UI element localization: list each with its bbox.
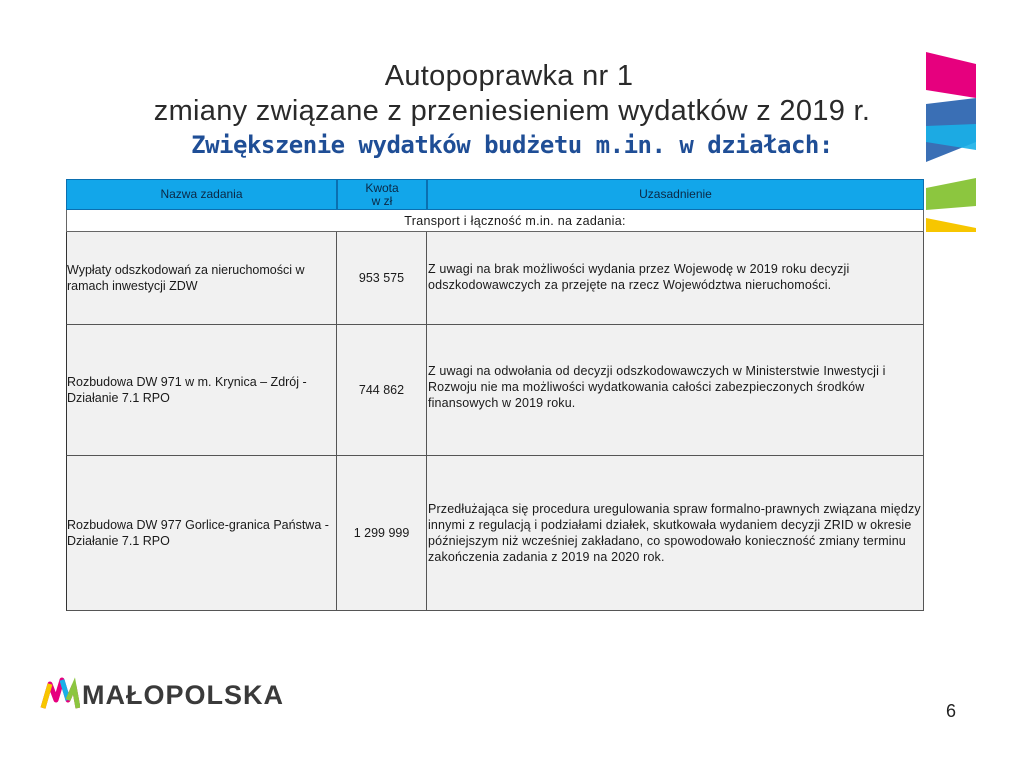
column-header-amount: Kwota w zł <box>337 179 427 210</box>
column-header-name: Nazwa zadania <box>66 179 337 210</box>
page-number: 6 <box>946 701 957 721</box>
table-row-3-name: Rozbudowa DW 977 Gorlice-granica Państwa - Działanie 7.1 RPO <box>66 456 337 611</box>
deco-green-stripe <box>926 178 976 210</box>
section-label-row: Transport i łączność m.in. na zadania: <box>66 210 924 232</box>
malopolska-logo-icon <box>40 674 80 714</box>
table-row-3-amount: 1 299 999 <box>337 456 427 611</box>
page-title-line-1: Autopoprawka nr 1 <box>384 60 634 92</box>
page-subtitle: Zwiększenie wydatków budżetu m.in. w działach: <box>191 131 833 159</box>
table-row-3-reason: Przedłużająca się procedura uregulowania spraw formalno-prawnych związana między innymi z regulacją i podziałami działek, skutkowała wydaniem decyzji ZRID w okresie późniejszym niż wcześniej zakładano, co spowodowało konieczność zmiany terminu zakończenia zadania z 2019 na 2020 rok. <box>427 456 924 611</box>
table-row-1-name: Wypłaty odszkodowań za nieruchomości w ramach inwestycji ZDW <box>66 232 337 325</box>
deco-yellow-stripe <box>926 218 976 232</box>
table-row-2-reason: Z uwagi na odwołania od decyzji odszkodowawczych w Ministerstwie Inwestycji i Rozwoju nie ma możliwości wydatkowania całości zabezpieczonych środków finansowych w 2019 roku. <box>427 325 924 456</box>
table-row-1-amount: 953 575 <box>337 232 427 325</box>
logo-wordmark: MAŁOPOLSKA <box>82 680 284 710</box>
table-row-2-amount: 744 862 <box>337 325 427 456</box>
page-title-line-2: zmiany związane z przeniesieniem wydatków z 2019 r. <box>153 95 871 127</box>
table-row-1-reason: Z uwagi na brak możliwości wydania przez Wojewodę w 2019 roku decyzji odszkodowawczych za przejęte na rzecz Województwa nieruchomości. <box>427 232 924 325</box>
expenditure-table <box>66 179 924 611</box>
column-header-reason: Uzasadnienie <box>427 179 924 210</box>
table-row-2-name: Rozbudowa DW 971 w m. Krynica – Zdrój - Działanie 7.1 RPO <box>66 325 337 456</box>
